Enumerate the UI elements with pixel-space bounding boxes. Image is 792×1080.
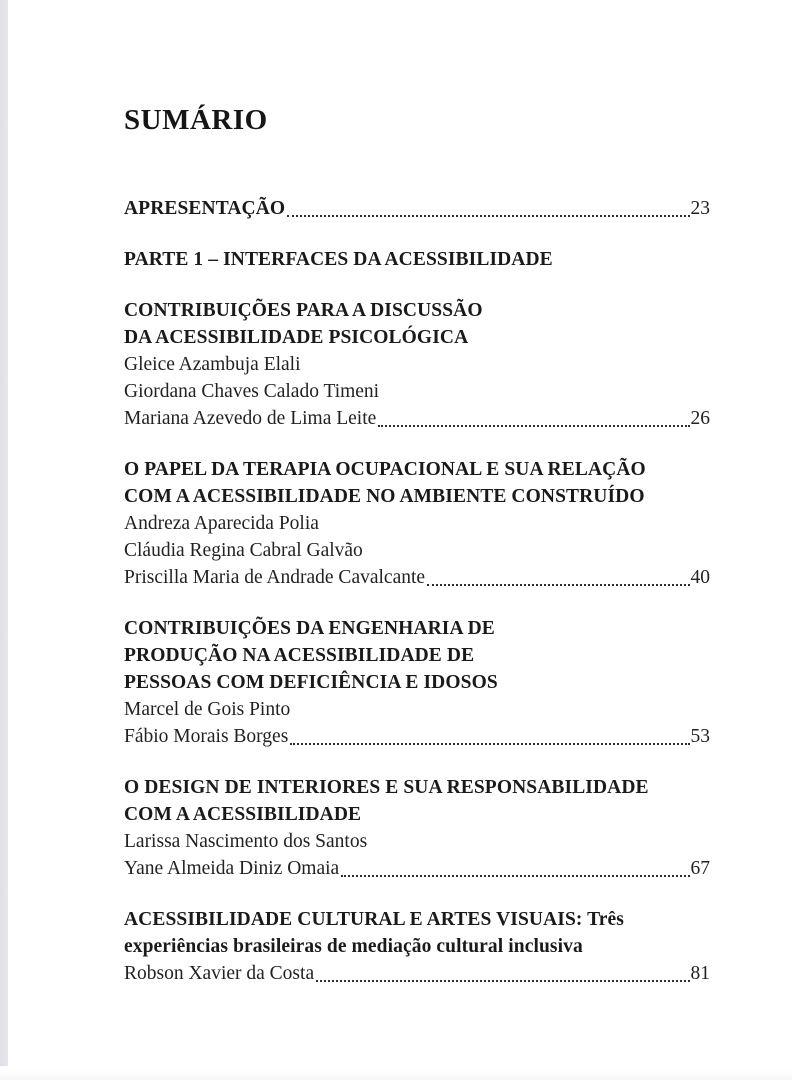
toc-author-line: Cláudia Regina Cabral Galvão bbox=[124, 540, 363, 561]
toc-author-line-text: Priscilla Maria de Andrade Cavalcante bbox=[124, 567, 426, 588]
dot-leader bbox=[378, 425, 689, 427]
toc-entry bbox=[124, 297, 710, 432]
page-edge-bottom bbox=[0, 1070, 792, 1080]
toc-author-line: Andreza Aparecida Polia bbox=[124, 513, 319, 534]
toc-author-line: Marcel de Gois Pinto bbox=[124, 699, 291, 720]
dot-leader bbox=[287, 215, 689, 217]
toc-title-line: COM A ACESSIBILIDADE bbox=[124, 804, 362, 825]
toc-title-line: COM A ACESSIBILIDADE NO AMBIENTE CONSTRUÍDO bbox=[124, 486, 645, 507]
toc-title-line bbox=[124, 195, 710, 222]
toc-title-line: CONTRIBUIÇÕES PARA A DISCUSSÃO bbox=[124, 300, 483, 321]
toc-title-line-text: APRESENTAÇÃO bbox=[124, 198, 286, 219]
toc-title-line: CONTRIBUIÇÕES DA ENGENHARIA DE bbox=[124, 618, 495, 639]
toc-entry bbox=[124, 246, 710, 273]
toc-author-line bbox=[124, 405, 710, 432]
toc-list bbox=[124, 195, 710, 987]
page-number: 23 bbox=[690, 198, 710, 219]
toc-entry bbox=[124, 456, 710, 591]
page-number: 40 bbox=[690, 567, 710, 588]
toc-entry bbox=[124, 195, 710, 222]
toc-author-line-text: Fábio Morais Borges bbox=[124, 726, 289, 747]
dot-leader bbox=[290, 743, 689, 745]
page-number: 26 bbox=[690, 408, 710, 429]
page-number: 81 bbox=[690, 963, 710, 984]
toc-author-line: Giordana Chaves Calado Timeni bbox=[124, 381, 380, 402]
toc-title-line: O DESIGN DE INTERIORES E SUA RESPONSABILIDADE bbox=[124, 777, 649, 798]
toc-title-line: PESSOAS COM DEFICIÊNCIA E IDOSOS bbox=[124, 672, 498, 693]
toc-title-line: PARTE 1 – INTERFACES DA ACESSIBILIDADE bbox=[124, 249, 553, 270]
page-number: 53 bbox=[690, 726, 710, 747]
toc-title-line: ACESSIBILIDADE CULTURAL E ARTES VISUAIS: Três bbox=[124, 909, 624, 930]
page-title: SUMÁRIO bbox=[124, 104, 268, 136]
dot-leader bbox=[316, 980, 689, 982]
toc-entry bbox=[124, 906, 710, 987]
toc-author-line bbox=[124, 855, 710, 882]
toc-entry bbox=[124, 615, 710, 750]
toc-author-line-text: Yane Almeida Diniz Omaia bbox=[124, 858, 340, 879]
toc-entry bbox=[124, 774, 710, 882]
toc-author-line bbox=[124, 564, 710, 591]
toc-author-line-text: Mariana Azevedo de Lima Leite bbox=[124, 408, 377, 429]
toc-author-line bbox=[124, 723, 710, 750]
dot-leader bbox=[341, 875, 689, 877]
toc-author-line: Gleice Azambuja Elali bbox=[124, 354, 301, 375]
toc-author-line-text: Robson Xavier da Costa bbox=[124, 963, 315, 984]
toc-title-line: DA ACESSIBILIDADE PSICOLÓGICA bbox=[124, 327, 469, 348]
page-number: 67 bbox=[690, 858, 710, 879]
toc-author-line bbox=[124, 960, 710, 987]
toc-title-line: PRODUÇÃO NA ACESSIBILIDADE DE bbox=[124, 645, 475, 666]
toc-title-line: O PAPEL DA TERAPIA OCUPACIONAL E SUA RELAÇÃO bbox=[124, 459, 646, 480]
toc-author-line: Larissa Nascimento dos Santos bbox=[124, 831, 368, 852]
toc-title-line: experiências brasileiras de mediação cultural inclusiva bbox=[124, 936, 583, 957]
dot-leader bbox=[427, 584, 689, 586]
